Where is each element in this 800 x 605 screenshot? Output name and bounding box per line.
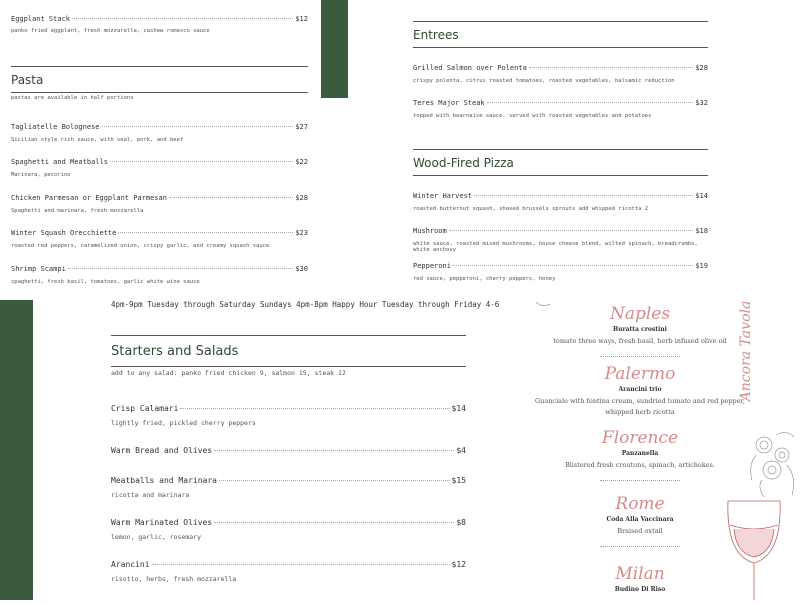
- divider: [530, 477, 750, 483]
- item-price: $27: [295, 123, 308, 131]
- city-title: Rome: [615, 494, 665, 514]
- menu-item: [413, 262, 708, 270]
- item-name: Tagliatelle Bolognese: [11, 123, 100, 131]
- item-name: Mushroom: [413, 227, 447, 235]
- dish-desc: tomato three ways, fresh basil, herb infused olive oil: [553, 337, 727, 345]
- item-desc: crispy polenta, citrus roasted tomatoes, roasted vegetables, balsamic reduction: [413, 78, 675, 84]
- item-price: $12: [451, 560, 466, 569]
- dish-name: Coda Alla Vaccinara: [606, 516, 674, 523]
- item-price: $18: [695, 227, 708, 235]
- item-name: Winter Harvest: [413, 192, 473, 200]
- hours-text: 4pm-9pm Tuesday through Saturday Sundays 4pm-8pm Happy Hour Tuesday through Friday 4-6: [111, 300, 500, 309]
- dish-desc: Guanciale with fontina cream, sundried tomato and red pepper, whipped herb ricotta: [534, 397, 745, 416]
- section-title-entrees: Entrees: [413, 21, 708, 48]
- item-name: Chicken Parmesan or Eggplant Parmesan: [11, 194, 167, 202]
- item-desc: Marinara, pecorino: [11, 172, 71, 178]
- dish-name: Budino Di Riso: [614, 586, 666, 593]
- section-title-pasta: Pasta: [11, 66, 308, 93]
- menu-panel-bottom-left: [33, 300, 530, 600]
- item-price: $28: [295, 194, 308, 202]
- menu-item: [11, 15, 308, 23]
- dish-desc: Blistered fresh croutons, spinach, artichokes.: [564, 461, 716, 469]
- menu-panel-left-top: [0, 0, 321, 300]
- item-price: $32: [695, 99, 708, 107]
- dish-name: Buratta crostini: [613, 326, 667, 333]
- menu-item: [11, 158, 308, 166]
- pasta-note: pastas are available in half portions: [11, 95, 134, 101]
- menu-item: [111, 518, 466, 527]
- menu-item: [11, 194, 308, 202]
- item-desc: lemon, garlic, rosemary: [111, 533, 202, 541]
- item-desc: white sauce, roasted mixed mushrooms, house cheese blend, wilted spinach, breadcrumbs, white anchovy: [413, 241, 698, 253]
- menu-item: [413, 99, 708, 107]
- item-name: Arancini: [111, 560, 150, 569]
- menu-item: [413, 64, 708, 72]
- item-price: $14: [695, 192, 708, 200]
- item-desc: panko fried eggplant, fresh mozzarella, cashew romesco sauce: [11, 28, 210, 34]
- item-name: Pepperoni: [413, 262, 451, 270]
- dish-name: Panzanella: [621, 450, 659, 457]
- item-desc: spaghetti, fresh basil, tomatoes, garlic white wine sauce: [11, 279, 200, 285]
- item-price: $15: [451, 476, 466, 485]
- item-price: $19: [695, 262, 708, 270]
- menu-item: [11, 265, 308, 273]
- menu-item: [111, 560, 466, 569]
- divider: [530, 543, 750, 549]
- city-title: Milan: [615, 564, 665, 584]
- item-name: Shrimp Scampi: [11, 265, 66, 273]
- item-desc: risotto, herbs, fresh mozzarella: [111, 575, 237, 583]
- item-name: Warm Marinated Olives: [111, 518, 213, 527]
- menu-panel-bottom-right: [530, 300, 800, 600]
- section-title-pizza: Wood-Fired Pizza: [413, 149, 708, 176]
- menu-item: [11, 123, 308, 131]
- section-title-starters: Starters and Salads: [111, 335, 466, 367]
- city-title: Palermo: [604, 364, 676, 384]
- item-price: $8: [456, 518, 466, 527]
- item-name: Spaghetti and Meatballs: [11, 158, 108, 166]
- item-desc: ricotta and marinara: [111, 491, 190, 499]
- item-price: $12: [295, 15, 308, 23]
- item-price: $23: [295, 229, 308, 237]
- divider: [530, 353, 750, 359]
- menu-item: [11, 229, 308, 237]
- starters-note: add to any salad: panko fried chicken 9, salmon 15, steak 12: [111, 369, 346, 377]
- city-title: Naples: [609, 304, 671, 324]
- item-name: Eggplant Stack: [11, 15, 71, 23]
- item-name: Grilled Salmon over Polenta: [413, 64, 527, 72]
- item-name: Warm Bread and Olives: [111, 446, 213, 455]
- item-price: $22: [295, 158, 308, 166]
- item-desc: Spaghetti and marinara, fresh mozzarella: [11, 208, 144, 214]
- item-price: $28: [695, 64, 708, 72]
- item-name: Teres Major Steak: [413, 99, 485, 107]
- menu-panel-right-top: [348, 0, 800, 300]
- menu-item: [111, 446, 466, 455]
- menu-item: [111, 476, 466, 485]
- item-name: Meatballs and Marinara: [111, 476, 217, 485]
- item-price: $14: [451, 404, 466, 413]
- item-desc: Sicilian style rich sauce, with veal, pork, and beef: [11, 137, 184, 143]
- item-desc: lightly fried, pickled cherry peppers: [111, 419, 256, 427]
- city-title: Florence: [601, 428, 679, 448]
- item-name: Crisp Calamari: [111, 404, 179, 413]
- side-title: Ancora Tavola: [738, 300, 754, 402]
- menu-item: [111, 404, 466, 413]
- green-block-top: [321, 0, 348, 98]
- item-desc: roasted red peppers, caramelized onion, crispy garlic, and creamy squash sauce: [11, 243, 270, 249]
- wine-glass-icon: [722, 495, 792, 605]
- item-name: Winter Squash Orecchiette: [11, 229, 117, 237]
- item-desc: roasted butternut squash, shaved brussels sprouts add whipped ricotta 2: [413, 206, 649, 212]
- item-price: $30: [295, 265, 308, 273]
- floral-illustration-icon: [742, 425, 800, 505]
- green-block-bottom-left: [0, 300, 33, 600]
- item-desc: topped with bearnaise sauce, served with roasted vegetables and potatoes: [413, 113, 652, 119]
- menu-item: [413, 227, 708, 235]
- menu-item: [413, 192, 708, 200]
- item-desc: red sauce, pepperoni, cherry peppers, honey: [413, 276, 556, 282]
- dish-name: Arancini trio: [618, 386, 662, 393]
- item-price: $4: [456, 446, 466, 455]
- dish-desc: Braised oxtail: [617, 527, 663, 535]
